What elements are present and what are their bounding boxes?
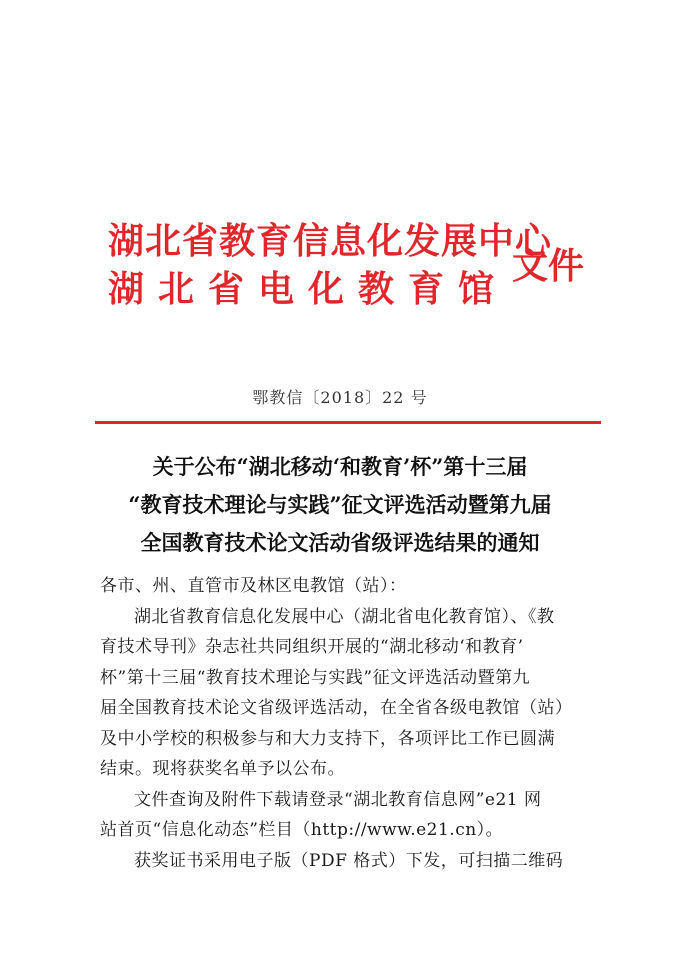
title-line: “教育技术理论与实践”征文评选活动暨第九届 [128, 492, 552, 517]
body-line: 结束。现将获奖名单予以公布。 [100, 759, 345, 779]
title-line: 关于公布“湖北移动‘和教育’杯”第十三届 [152, 454, 528, 479]
body-line: 获奖证书采用电子版（PDF 格式）下发，可扫描二维码 [134, 850, 564, 871]
body-line: 站首页“信息化动态”栏目（http://www.e21.cn）。 [100, 820, 504, 840]
title-line: 全国教育技术论文活动省级评选结果的通知 [140, 530, 540, 555]
body-line: 及中小学校的积极参与和大力支持下，各项评比工作已圆满 [100, 728, 555, 749]
body-line: 育技术导刊》杂志社共同组织开展的“湖北移动‘和教育’ [100, 637, 524, 657]
notice-title [80, 448, 600, 562]
issuer-name-line-2: 湖北省电化教育馆 [108, 269, 509, 310]
body-line: 杯”第十三届“教育技术理论与实践”征文评选活动暨第九 [100, 667, 531, 688]
document-number: 鄂教信〔2018〕22 号 [252, 388, 428, 407]
document-header [108, 212, 608, 322]
red-divider-line [95, 421, 601, 424]
body-line: 湖北省教育信息化发展中心（湖北省电化教育馆）、《教 [134, 606, 555, 627]
body-line: 文件查询及附件下载请登录“湖北教育信息网”e21 网 [134, 789, 542, 810]
issuer-name-line-1: 湖北省教育信息化发展中心 [108, 221, 553, 262]
notice-body [100, 571, 610, 876]
body-line: 届全国教育技术论文省级评选活动，在全省各级电教馆（站） [100, 698, 573, 718]
document-type-label: 文件 [512, 246, 585, 287]
salutation: 各市、州、直管市及林区电教馆（站）： [100, 576, 407, 596]
